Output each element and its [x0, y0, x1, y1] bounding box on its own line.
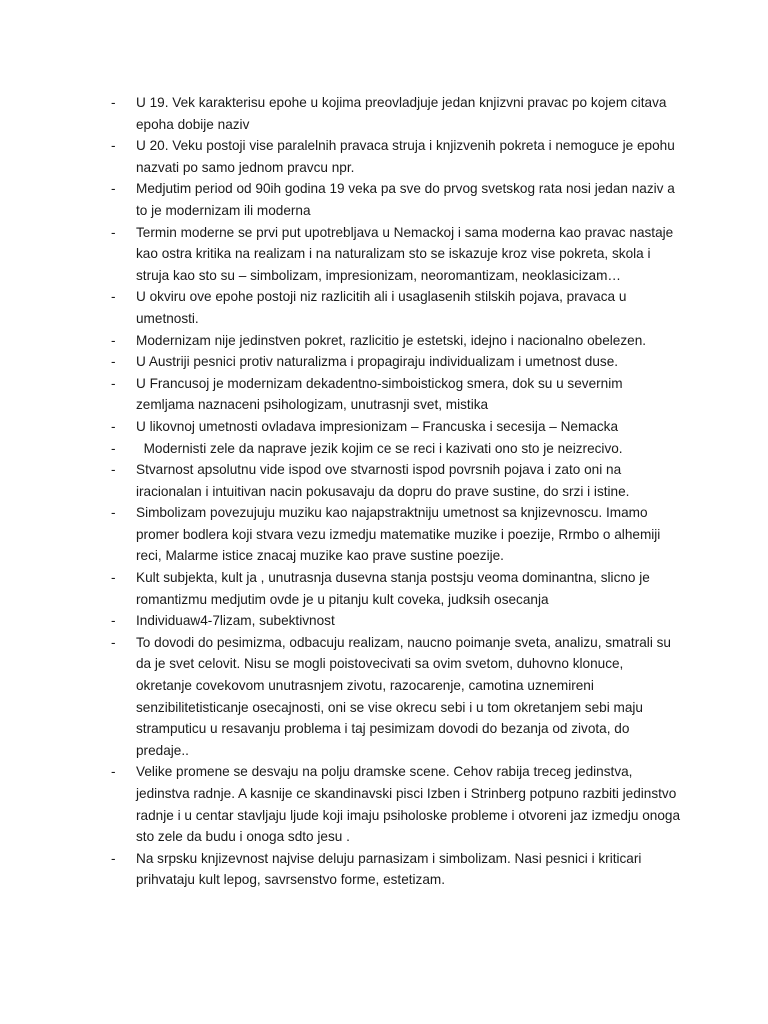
list-item-text: Individuaw4-7lizam, subektivnost — [136, 613, 335, 629]
list-item-text: To dovodi do pesimizma, odbacuju realizam, naucno poimanje sveta, analizu, smatrali su da je svet celovit. Nisu se mogli poistovecivati sa ovim svetom, duhovno klonuce, okretanje covekovom unutrasnjem zivotu, razocarenje, camotina uznemireni senzibilitetisticanje osecajnosti, oni se vise okrecu sebi i u tom okretanjem sebi maju stramputicu u resavanju problema i taj pesimizam dovodi do bezanja od zivota, do predaje.. — [136, 634, 671, 758]
list-item — [111, 286, 681, 329]
bullet-dash: - — [111, 418, 116, 434]
bullet-dash: - — [111, 289, 116, 305]
list-item — [111, 438, 681, 460]
list-item-text: U likovnoj umetnosti ovladava impresionizam – Francuska i secesija – Nemacka — [136, 418, 619, 434]
bullet-list — [111, 92, 681, 891]
list-item-text: Modernisti zele da naprave jezik kojim ce se reci i kazivati ono sto je neizrecivo. — [136, 440, 623, 456]
list-item-text: U Austriji pesnici protiv naturalizma i propagiraju individualizam i umetnost duse. — [136, 354, 619, 370]
list-item — [111, 351, 681, 373]
bullet-dash: - — [111, 332, 116, 348]
list-item-text: U 20. Veku postoji vise paralelnih pravaca struja i knjizvenih pokreta i nemoguce je epohu nazvati po samo jednom pravcu npr. — [136, 138, 675, 175]
list-item — [111, 330, 681, 352]
list-item — [111, 416, 681, 438]
list-item — [111, 610, 681, 632]
list-item — [111, 567, 681, 610]
bullet-dash: - — [111, 440, 116, 456]
list-item — [111, 178, 681, 221]
bullet-dash: - — [111, 570, 116, 586]
list-item-text: Velike promene se desvaju na polju dramske scene. Cehov rabija treceg jedinstva, jedinstva radnje. A kasnije ce skandinavski pisci Izben i Strinberg potpuno razbiti jedinstvo radnje i u centar stavljaju ljude koji imaju psiholoske probleme i otvoreni jaz izmedju onoga sto zele da budu i onoga sdto jesu . — [136, 764, 681, 845]
bullet-dash: - — [111, 613, 116, 629]
list-item — [111, 373, 681, 416]
list-item-text: Stvarnost apsolutnu vide ispod ove stvarnosti ispod povrsnih pojava i zato oni na iracionalan i intuitivan nacin pokusavaju da dopru do prave sustine, do srzi i istine. — [136, 462, 630, 499]
bullet-dash: - — [111, 634, 116, 650]
list-item-text: Na srpsku knjizevnost najvise deluju parnasizam i simbolizam. Nasi pesnici i kriticari prihvataju kult lepog, savrsenstvo forme, estetizam. — [136, 850, 642, 888]
list-item — [111, 92, 681, 135]
list-item — [111, 761, 681, 847]
list-item — [111, 848, 681, 891]
bullet-dash: - — [111, 462, 116, 478]
list-item-text: U 19. Vek karakterisu epohe u kojima preovladjuje jedan knjizvni pravac po kojem citava epoha dobije naziv — [136, 95, 667, 132]
list-item-text: U okviru ove epohe postoji niz razlicitih ali i usaglasenih stilskih pojava, pravaca u umetnosti. — [136, 289, 627, 326]
list-item-text: Kult subjekta, kult ja , unutrasnja dusevna stanja postsju veoma dominantna, slicno je romantizmu medjutim ovde je u pitanju kult coveka, judksih osecanja — [136, 570, 650, 607]
bullet-dash: - — [111, 764, 116, 780]
list-item-text: Termin moderne se prvi put upotrebljava u Nemackoj i sama moderna kao pravac nastaje kao ostra kritika na realizam i na naturalizam sto se iskazuje kroz vise pokreta, skola i struja kao sto su – simbolizam, impresionizam, neoromantizam, neoklasicizam… — [136, 224, 674, 283]
list-item-text: Medjutim period od 90ih godina 19 veka pa sve do prvog svetskog rata nosi jedan naziv a to je modernizam ili moderna — [136, 181, 675, 218]
bullet-dash: - — [111, 850, 116, 866]
list-item — [111, 459, 681, 502]
bullet-dash: - — [111, 354, 116, 370]
list-item-text: Modernizam nije jedinstven pokret, razlicitio je estetski, idejno i nacionalno obelezen. — [136, 332, 647, 348]
list-item — [111, 632, 681, 762]
list-item — [111, 502, 681, 567]
list-item-text: Simbolizam povezujuju muziku kao najapstraktniju umetnost sa knjizevnoscu. Imamo promer bodlera koji stvara vezu izmedju matematike muzike i poezije, Rrmbo o alhemiji reci, Malarme istice znacaj muzike kao prave sustine poezije. — [136, 505, 661, 564]
list-item — [111, 135, 681, 178]
bullet-dash: - — [111, 375, 116, 391]
bullet-dash: - — [111, 224, 116, 240]
bullet-dash: - — [111, 181, 116, 197]
list-item — [111, 222, 681, 287]
bullet-dash: - — [111, 505, 116, 521]
bullet-dash: - — [111, 138, 116, 154]
list-item-text: U Francusoj je modernizam dekadentno-simboistickog smera, dok su u severnim zemljama naznaceni psihologizam, unutrasnji svet, mistika — [136, 375, 623, 413]
bullet-dash: - — [111, 95, 116, 110]
